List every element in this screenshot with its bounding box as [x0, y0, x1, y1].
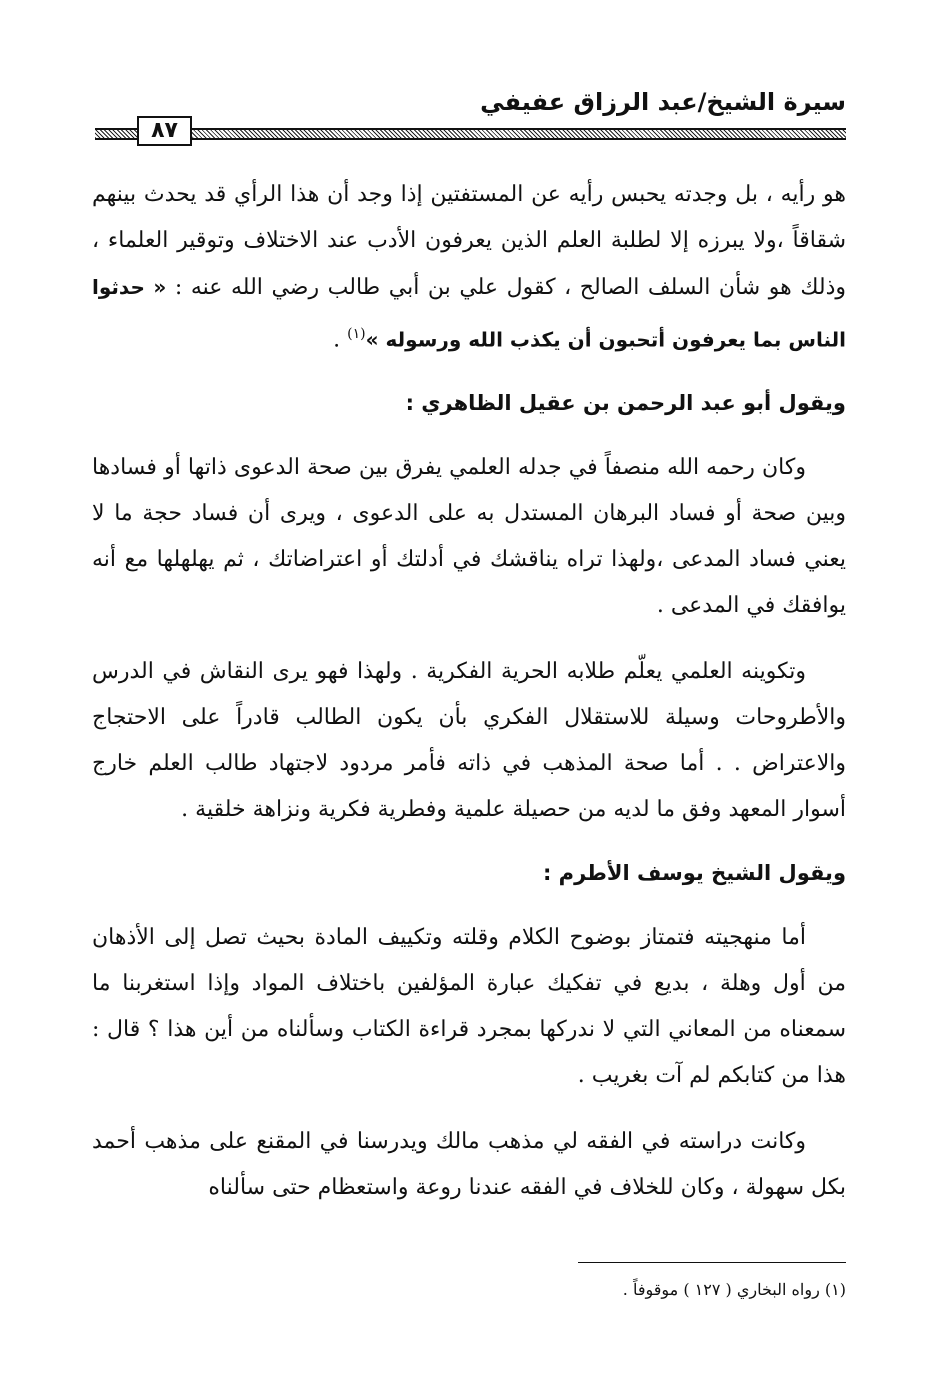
paragraph-1-text: هو رأيه ، بل وجدته يحبس رأيه عن المستفتين إذا وجد أن هذا الرأي قد يحدث بينهم شقاقاً ،ولا يبرزه إلا لطلبة العلم الذين يعرفون الأدب عند الاختلاف وتوقير العلماء ، وذلك هو شأن السلف الصالح ، كقول علي بن أبي طالب رضي الله عنه :	[92, 182, 846, 300]
page-body	[92, 172, 846, 1231]
paragraph-1	[92, 172, 846, 363]
paragraph-2: وكان رحمه الله منصفاً في جدله العلمي يفرق بين صحة الدعوى ذاتها أو فسادها وبين صحة أو فساد البرهان المستدل به على الدعوى ، ويرى أن فساد حجة ما لا يعني فساد المدعى ،ولهذا تراه يناقشك في أدلتك أو اعتراضاتك ، ثم يهلهلها مع أنه يوافقك في المدعى .	[92, 455, 846, 619]
section-heading-al-atram: ويقول الشيخ يوسف الأطرم :	[542, 861, 846, 886]
paragraph-4: أما منهجيته فتمتاز بوضوح الكلام وقلته وتكييف المادة بحيث تصل إلى الأذهان من أول وهلة ، بديع في تفكيك عبارة المؤلفين باختلاف المواد وإذا استغربنا ما سمعناه من المعاني التي لا ندركها بمجرد قراءة الكتاب وسألناه من أين هذا ؟ قال : هذا من كتابكم لم آت بغريب .	[92, 925, 846, 1089]
footnote-separator	[578, 1262, 846, 1263]
section-heading-ibn-aqil: ويقول أبو عبد الرحمن بن عقيل الظاهري :	[405, 391, 846, 416]
footnote: (١) رواه البخاري ( ١٢٧ ) موقوفاً .	[622, 1280, 846, 1299]
header-rule-band	[95, 128, 846, 140]
page-header	[0, 0, 934, 160]
paragraph-1-end: .	[333, 327, 348, 353]
paragraph-5: وكانت دراسته في الفقه لي مذهب مالك ويدرسنا في المقنع على مذهب أحمد بكل سهولة ، وكان للخلاف في الفقه عندنا روعة واستعظام حتى سألناه	[92, 1129, 846, 1201]
running-title: سيرة الشيخ/عبد الرزاق عفيفي	[480, 88, 846, 116]
page-number: ٨٧	[137, 116, 192, 146]
footnote-reference: (١)	[347, 326, 366, 342]
header-rule	[95, 118, 846, 143]
hadith-quote: « حدثوا الناس بما يعرفون أتحبون أن يكذب الله ورسوله »	[92, 275, 846, 352]
paragraph-3: وتكوينه العلمي يعلّم طلابه الحرية الفكرية . ولهذا فهو يرى النقاش في الدرس والأطروحات وسيلة للاستقلال الفكري بأن يكون الطالب قادراً على الاحتجاج والاعتراض . . أما صحة المذهب في ذاته فأمر مردود لاجتهاد طالب العلم خارج أسوار المعهد وفق ما لديه من حصيلة علمية وفطرية فكرية ونزاهة خلقية .	[92, 659, 846, 823]
